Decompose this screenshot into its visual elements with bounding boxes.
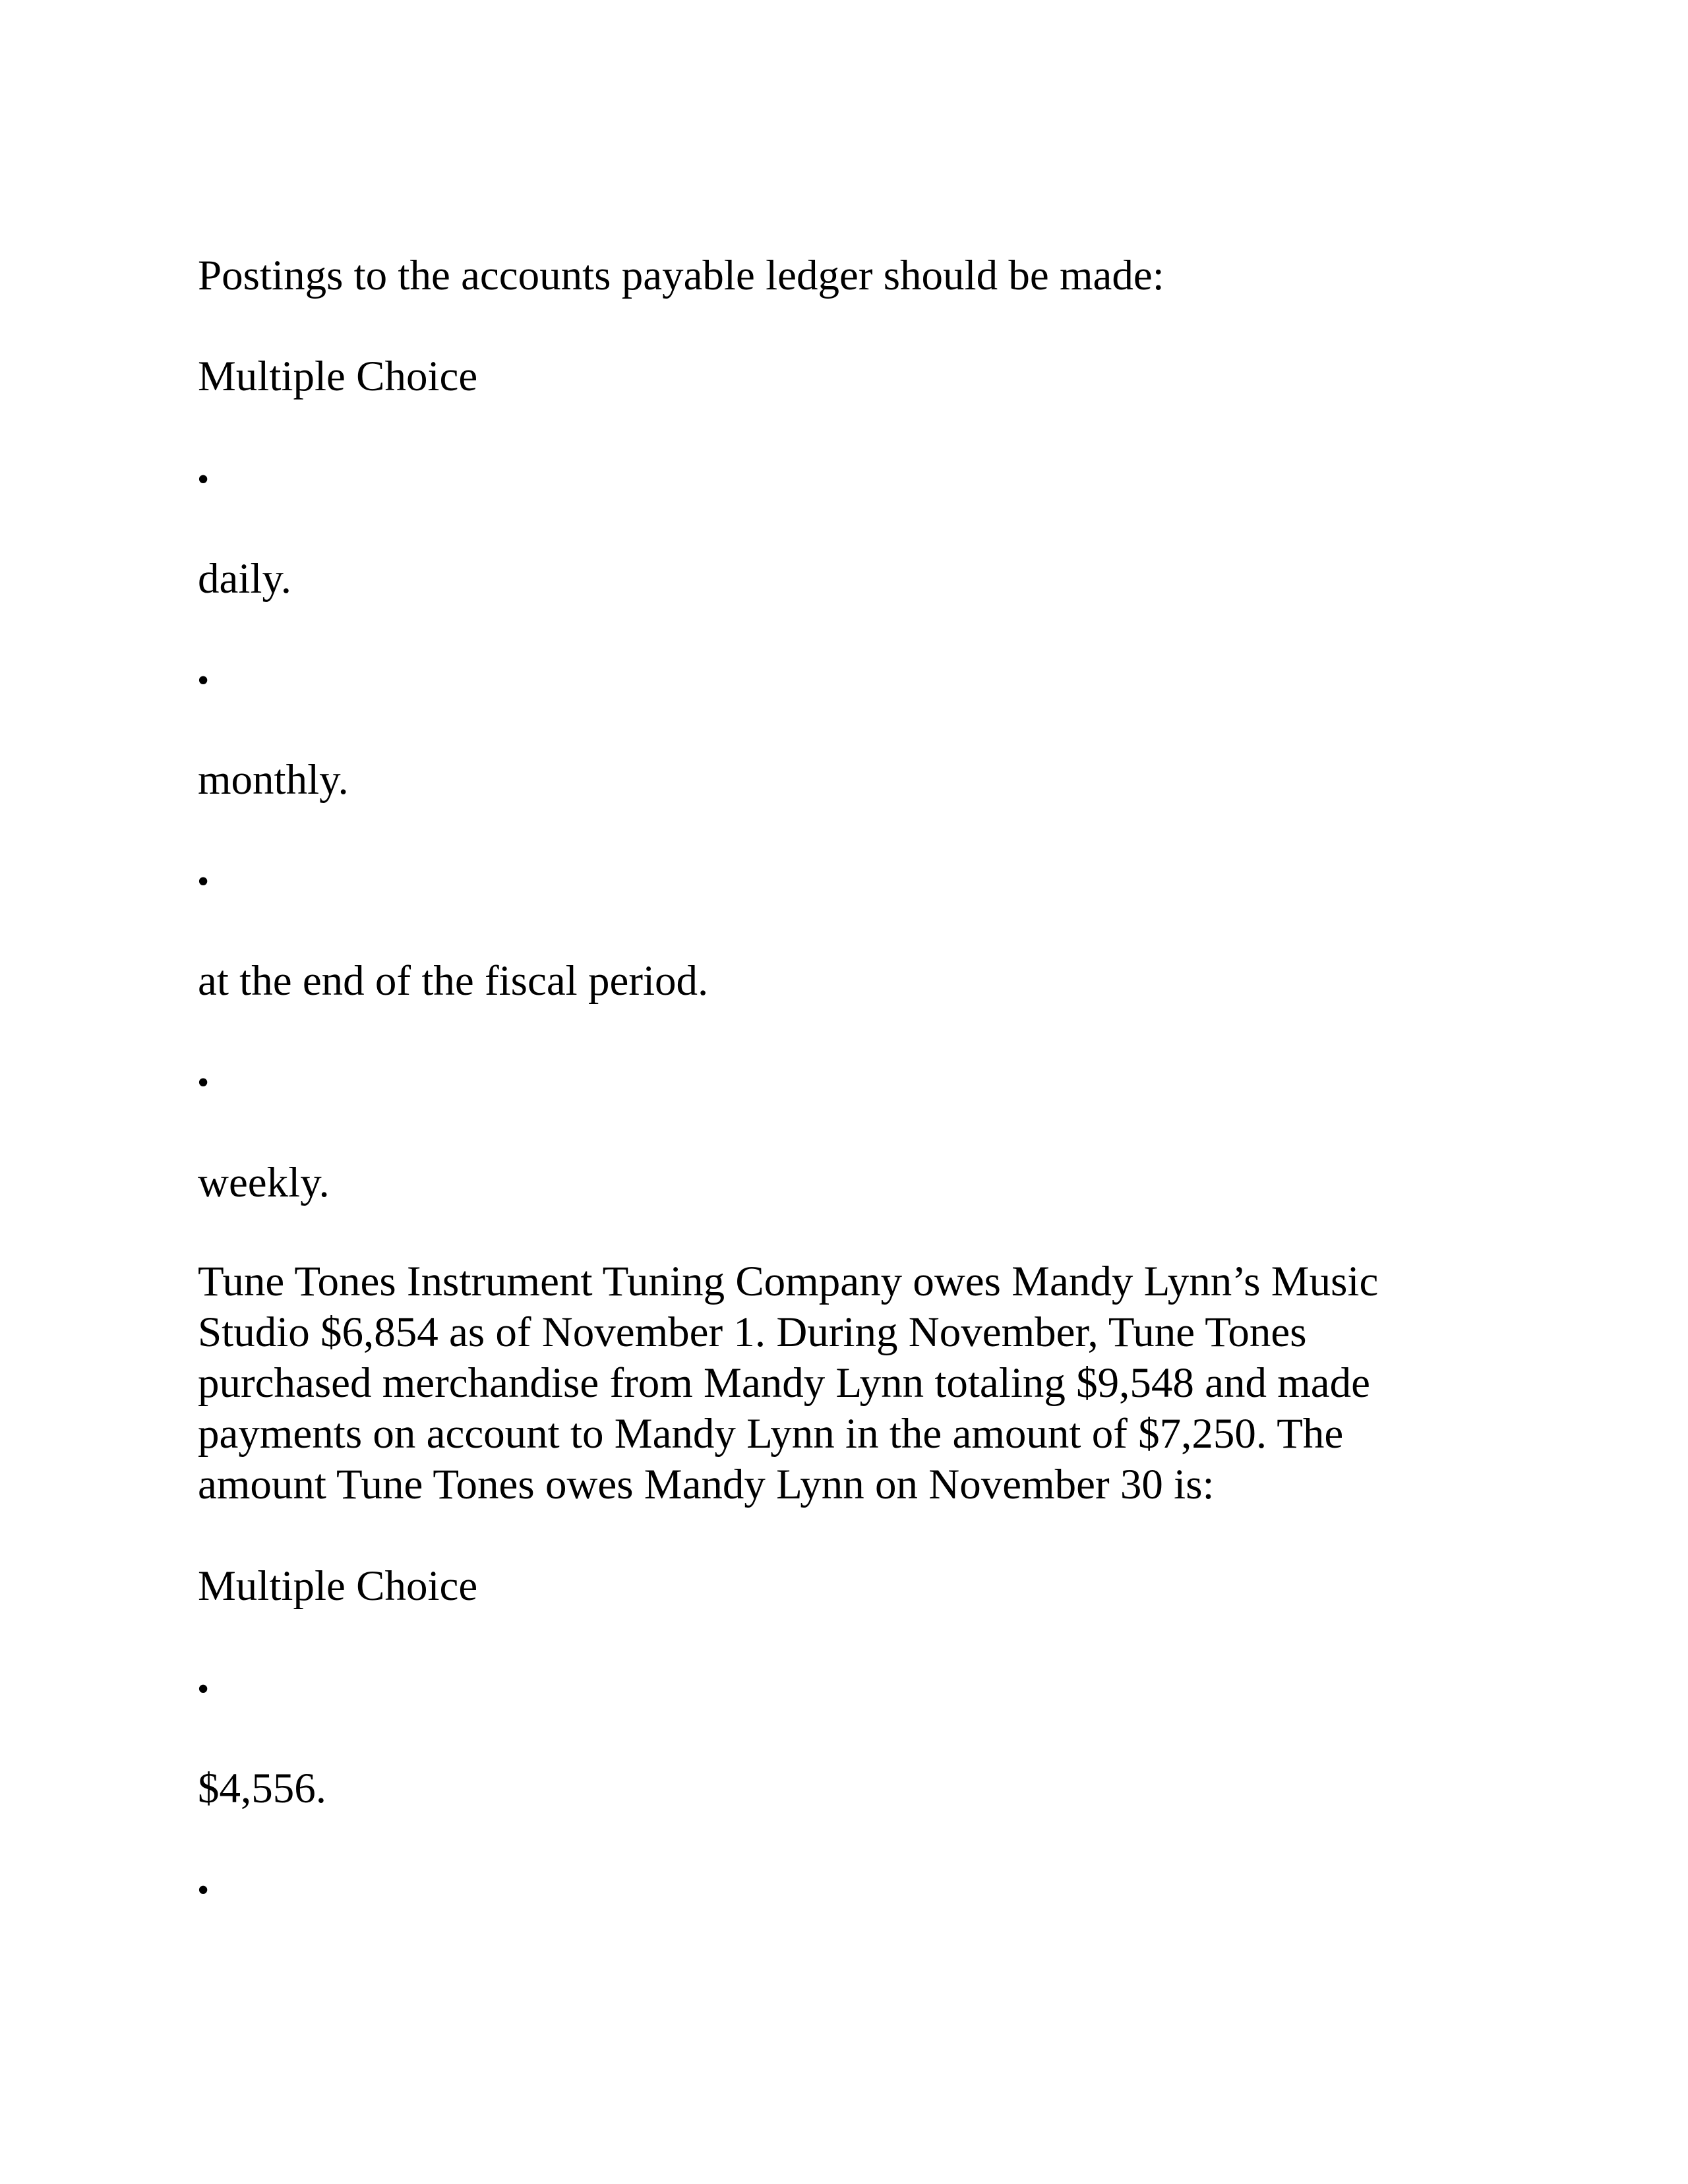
question-2-prompt-line: payments on account to Mandy Lynn in the amount of $7,250. The [198, 1410, 1344, 1458]
question-2-prompt-line: Studio $6,854 as of November 1. During November, Tune Tones [198, 1309, 1307, 1356]
question-2-option-a[interactable]: $4,556. [198, 1765, 326, 1812]
question-2-prompt-line: Tune Tones Instrument Tuning Company owes Mandy Lynn’s Music [198, 1258, 1379, 1305]
bullet-icon: • [197, 1872, 210, 1909]
bullet-icon: • [197, 461, 210, 498]
bullet-icon: • [197, 662, 210, 699]
question-2-prompt [198, 1256, 1490, 1510]
question-1-option-a[interactable]: daily. [198, 555, 291, 603]
bullet-icon: • [197, 1064, 210, 1102]
bullet-icon: • [197, 863, 210, 900]
question-1-option-c[interactable]: at the end of the fiscal period. [198, 957, 709, 1005]
question-2-prompt-line: amount Tune Tones owes Mandy Lynn on November 30 is: [198, 1461, 1215, 1508]
question-1-option-b[interactable]: monthly. [198, 756, 349, 804]
question-2-prompt-line: purchased merchandise from Mandy Lynn totaling $9,548 and made [198, 1359, 1371, 1407]
question-2-type-label: Multiple Choice [198, 1562, 478, 1610]
question-1-option-d[interactable]: weekly. [198, 1159, 330, 1206]
question-1-prompt: Postings to the accounts payable ledger should be made: [198, 252, 1164, 299]
bullet-icon: • [197, 1670, 210, 1708]
question-1-type-label: Multiple Choice [198, 353, 478, 400]
